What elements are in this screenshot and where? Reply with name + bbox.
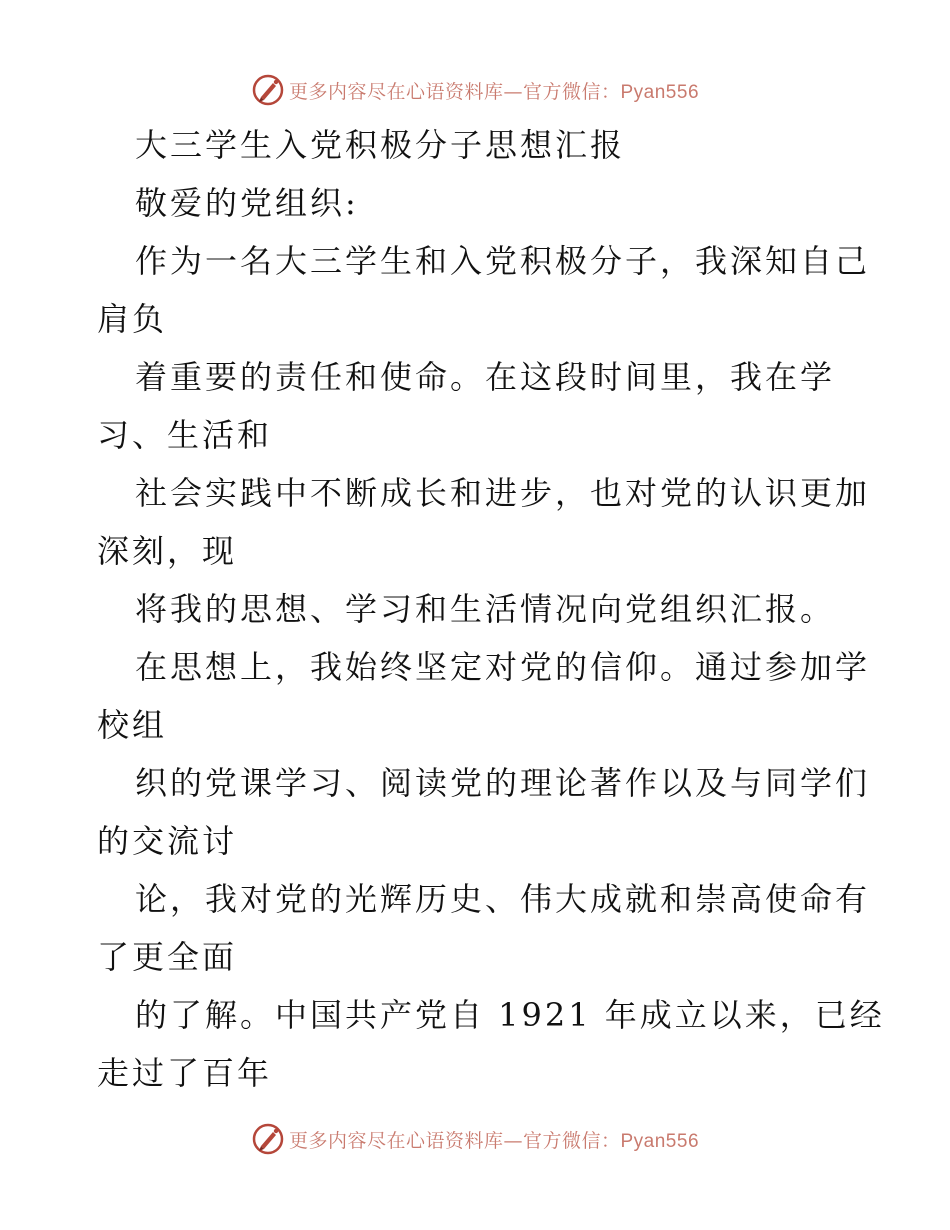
- paragraph-line: 了更全面: [97, 938, 238, 976]
- paragraph-line: 走过了百年: [97, 1054, 273, 1092]
- paragraph-line: 习、生活和: [97, 416, 273, 454]
- paragraph-line: 深刻，现: [97, 532, 238, 570]
- header-watermark: [0, 70, 950, 110]
- paragraph-line: 敬爱的党组织:: [135, 184, 359, 222]
- paragraph-line: 作为一名大三学生和入党积极分子，我深知自己: [135, 242, 871, 280]
- footer-watermark: [0, 1119, 950, 1159]
- watermark-text: 更多内容尽在心语资料库—官方微信：Pyan556: [288, 80, 700, 103]
- paragraph-line: 的交流讨: [97, 822, 238, 860]
- paragraph-line: 校组: [97, 706, 168, 744]
- paragraph-line: 织的党课学习、阅读党的理论著作以及与同学们: [135, 764, 871, 802]
- paragraph-line: 在思想上，我始终坚定对党的信仰。通过参加学: [135, 648, 871, 686]
- paragraph-line: 论，我对党的光辉历史、伟大成就和崇高使命有: [135, 880, 871, 918]
- paragraph-line: 将我的思想、学习和生活情况向党组织汇报。: [135, 590, 836, 628]
- paragraph-line: 着重要的责任和使命。在这段时间里，我在学: [135, 358, 836, 396]
- paragraph-line: 社会实践中不断成长和进步，也对党的认识更加: [135, 474, 871, 512]
- pen-logo-icon: [251, 73, 285, 107]
- pen-logo-icon: [251, 1122, 285, 1156]
- paragraph-line: 的了解。中国共产党自 1921 年成立以来，已经: [135, 996, 885, 1034]
- watermark-text: 更多内容尽在心语资料库—官方微信：Pyan556: [288, 1129, 700, 1152]
- paragraph-line: 肩负: [97, 300, 168, 338]
- document-body: [97, 116, 885, 1102]
- document-title: 大三学生入党积极分子思想汇报: [135, 126, 626, 164]
